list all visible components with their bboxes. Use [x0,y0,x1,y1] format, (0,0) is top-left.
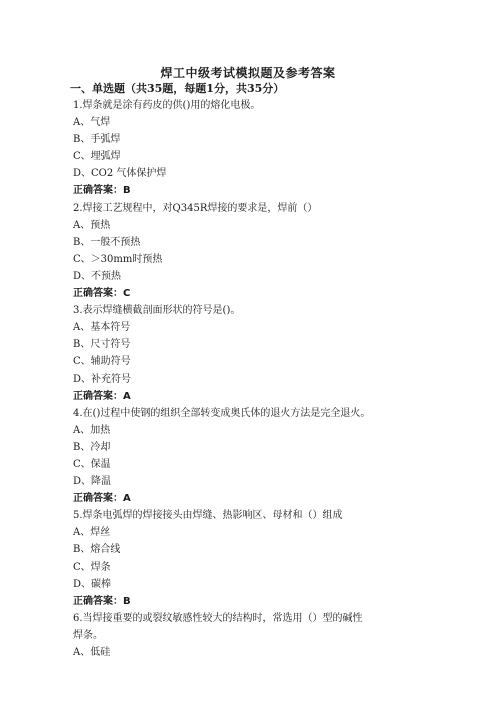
answer-label: 正确答案：B [73,185,131,197]
question-stem: 6.当焊接重要的或裂纹敏感性较大的结构时，常选用（）型的碱性 [73,612,363,624]
option: B、手弧焊 [73,134,121,146]
option: A、基本符号 [73,322,131,334]
question-list [73,97,433,661]
answer-label: 正确答案：C [73,288,131,300]
question-stem: 4.在()过程中使钢的组织全部转变成奥氏体的退火方法是完全退火。 [73,407,371,419]
option: B、尺寸符号 [73,339,131,351]
question-stem: 2.焊接工艺规程中，对Q345R焊接的要求是，焊前（） [73,202,318,214]
option: C、辅助符号 [73,356,131,368]
question-stem: 5.焊条电弧焊的焊接接头由焊缝、热影响区、母材和（）组成 [73,510,343,522]
option: C、埋弧焊 [73,151,121,163]
section-heading: 一、单选题（共35题，每题1分，共35分） [70,82,285,95]
option: B、熔合线 [73,544,121,556]
option: A、加热 [73,424,111,436]
answer-label: 正确答案：A [73,493,131,505]
option: D、CO2 气体保护焊 [73,168,167,180]
option: C、＞30mm时预热 [73,253,163,265]
option: A、预热 [73,219,111,231]
option: A、低硅 [73,647,111,658]
option: D、不预热 [73,270,122,282]
option: C、焊条 [73,561,111,573]
answer-label: 正确答案：A [73,390,131,402]
option: D、降温 [73,476,112,488]
answer-label: 正确答案：B [73,595,131,607]
option: A、焊丝 [73,527,111,539]
option: D、碳棒 [73,578,112,590]
option: A、气焊 [73,117,111,129]
option: D、补充符号 [73,373,132,385]
option: B、一般不预热 [73,236,141,248]
option: B、冷却 [73,441,111,453]
question-stem: 1.焊条就是涂有药皮的供()用的熔化电极。 [73,100,261,111]
question-stem-continued: 焊条。 [73,629,103,641]
question-stem: 3.表示焊缝横截剖面形状的符号是()。 [73,305,241,317]
document-title: 焊工中级考试模拟题及参考答案 [160,66,336,80]
option: C、保温 [73,458,111,470]
